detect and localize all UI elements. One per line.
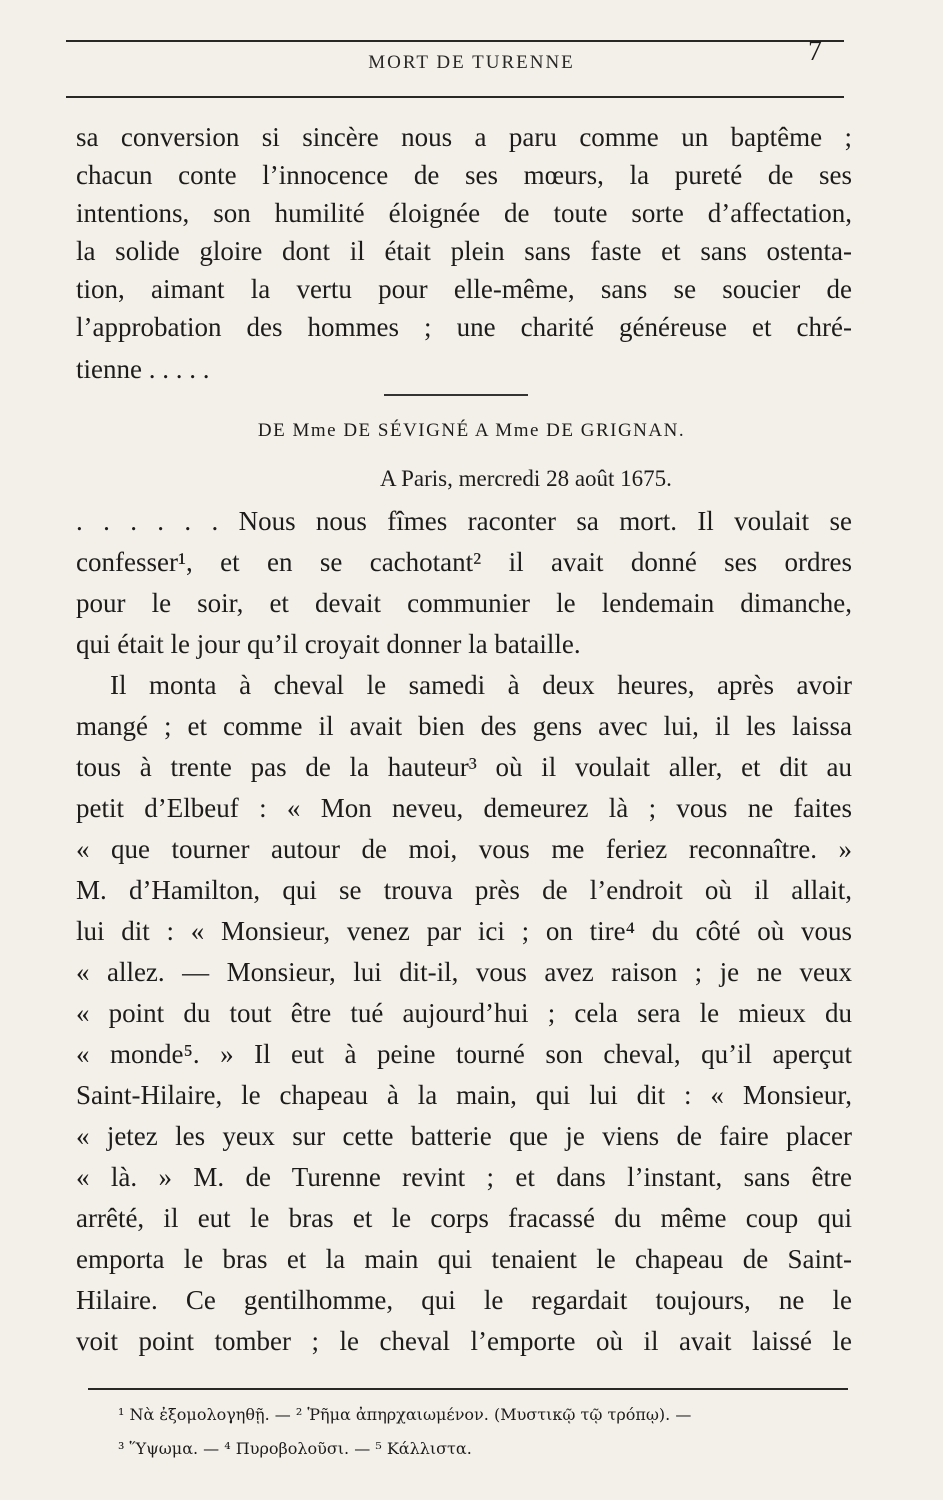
text-line: tienne . . . . . [76, 354, 210, 384]
text-line: . . . . . . Nous nous fîmes raconter sa mort. Il voulait se [76, 506, 852, 536]
text-line: « là. » M. de Turenne revint ; et dans l’instant, sans être [76, 1162, 852, 1192]
text-line: sa conversion si sincère nous a paru comme un baptême ; [76, 122, 852, 152]
text-line: arrêté, il eut le bras et le corps fracassé du même coup qui [76, 1203, 852, 1233]
text-line: tion, aimant la vertu pour elle-même, sans se soucier de [76, 274, 852, 304]
footnote-line: ³ Ὕψωμα. — ⁴ Πυροβολοῦσι. — ⁵ Κάλλιστα. [118, 1439, 472, 1458]
letter-dateline: A Paris, mercredi 28 août 1675. [380, 466, 672, 491]
text-line: « jetez les yeux sur cette batterie que je viens de faire placer [76, 1121, 852, 1151]
footnote-line: ¹ Νὰ ἐξομολογηθῇ. — ² Ῥῆμα ἀπηρχαιωμένον. (Μυστικῷ τῷ τρόπῳ). — [118, 1405, 692, 1424]
text-line: mangé ; et comme il avait bien des gens avec lui, il les laissa [76, 711, 852, 741]
text-line: M. d’Hamilton, qui se trouva près de l’endroit où il allait, [76, 875, 852, 905]
text-line: « point du tout être tué aujourd’hui ; cela sera le mieux du [76, 998, 852, 1028]
text-line: pour le soir, et devait communier le lendemain dimanche, [76, 588, 852, 618]
page-number: 7 [808, 36, 822, 67]
text-line: qui était le jour qu’il croyait donner la bataille. [76, 629, 581, 659]
header-rule [66, 96, 844, 98]
letter-heading: DE Mme DE SÉVIGNÉ A Mme DE GRIGNAN. [257, 420, 686, 441]
text-line: « allez. — Monsieur, lui dit-il, vous avez raison ; je ne veux [76, 957, 852, 987]
running-title: MORT DE TURENNE [368, 52, 575, 73]
text-line: Il monta à cheval le samedi à deux heures, après avoir [110, 670, 852, 700]
text-line: Hilaire. Ce gentilhomme, qui le regardait toujours, ne le [76, 1285, 852, 1315]
text-line: Saint-Hilaire, le chapeau à la main, qui lui dit : « Monsieur, [76, 1080, 852, 1110]
text-line: la solide gloire dont il était plein sans faste et sans ostenta- [76, 236, 852, 266]
text-line: emporta le bras et la main qui tenaient le chapeau de Saint- [76, 1244, 852, 1274]
text-line: tous à trente pas de la hauteur³ où il voulait aller, et dit au [76, 752, 852, 782]
text-line: « monde⁵. » Il eut à peine tourné son cheval, qu’il aperçut [76, 1039, 852, 1069]
text-line: chacun conte l’innocence de ses mœurs, la pureté de ses [76, 160, 852, 190]
text-line: voit point tomber ; le cheval l’emporte où il avait laissé le [76, 1326, 852, 1356]
top-rule [66, 40, 844, 42]
text-line: intentions, son humilité éloignée de toute sorte d’affectation, [76, 198, 852, 228]
text-line: l’approbation des hommes ; une charité généreuse et chré- [76, 312, 852, 342]
section-separator [384, 394, 528, 396]
text-line: petit d’Elbeuf : « Mon neveu, demeurez là ; vous ne faites [76, 793, 852, 823]
text-line: « que tourner autour de moi, vous me feriez reconnaître. » [76, 834, 852, 864]
text-line: confesser¹, et en se cachotant² il avait donné ses ordres [76, 547, 852, 577]
text-line: lui dit : « Monsieur, venez par ici ; on tire⁴ du côté où vous [76, 916, 852, 946]
footnote-rule [88, 1388, 848, 1390]
